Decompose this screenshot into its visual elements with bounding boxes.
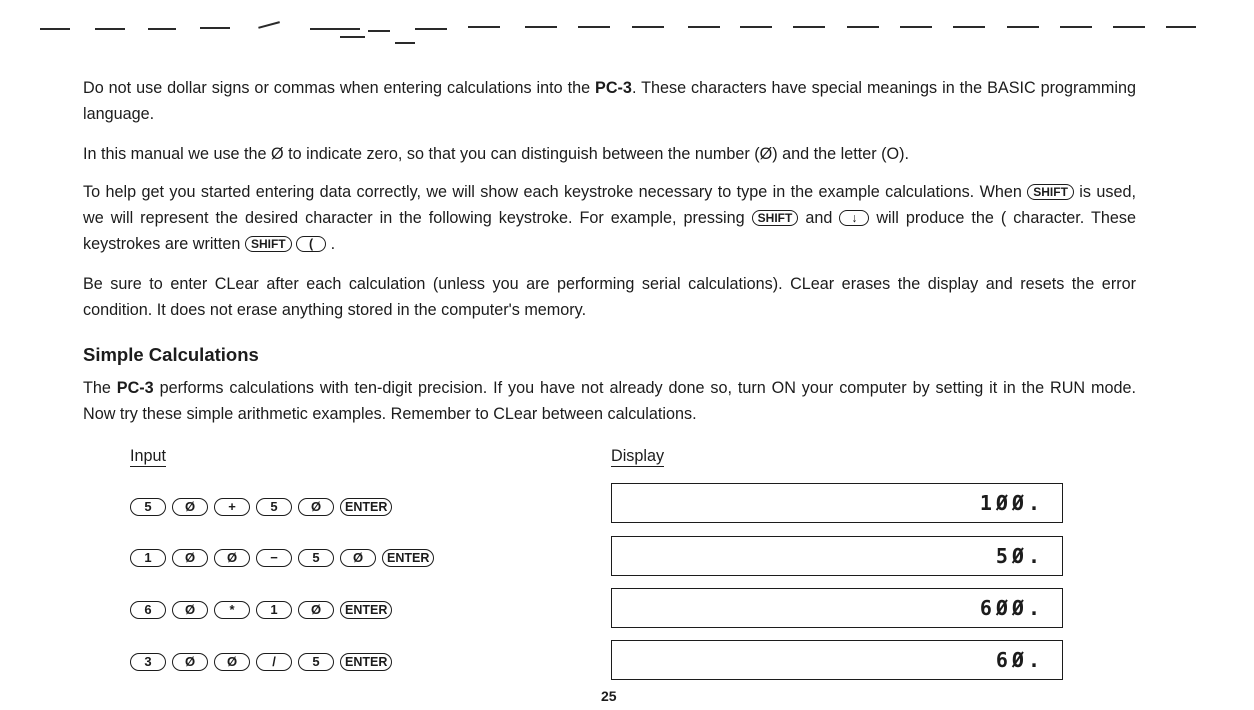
- example-1-keys: [130, 498, 392, 516]
- key-zero: Ø: [172, 549, 208, 567]
- paragraph-zero-notation: [83, 141, 1136, 167]
- down-arrow-key: ↓: [839, 210, 869, 226]
- example-1-display: 1ØØ.: [611, 483, 1063, 523]
- p3-text-d: will produce the ( character. These keystrokes are written: [83, 209, 1136, 253]
- paragraph-dollar-signs: [83, 75, 1136, 127]
- key-zero: Ø: [214, 653, 250, 671]
- p3-text-a: To help get you started entering data correctly, we will show each keystroke necessary to type in the example calculations. When: [83, 183, 1028, 201]
- p1-text-b: . These characters have special meanings in the BASIC programming language.: [83, 79, 1136, 123]
- open-paren-key: (: [296, 236, 326, 252]
- shift-key: SHIFT: [1027, 184, 1074, 200]
- example-3-display: 6ØØ.: [611, 588, 1063, 628]
- p5-text-b: performs calculations with ten-digit precision. If you have not already done so, turn ON your computer by setting it in the RUN mode. Now try these simple arithmetic examples. Remember to CLear between calculations.: [83, 379, 1136, 423]
- key-enter: ENTER: [382, 549, 434, 567]
- input-column-label: Input: [130, 447, 167, 465]
- scan-header-dashes: [0, 14, 1254, 54]
- p1-brand: PC-3: [595, 79, 632, 97]
- example-2-display: 5Ø.: [611, 536, 1063, 576]
- example-4-display: 6Ø.: [611, 640, 1063, 680]
- paragraph-keystrokes: [83, 179, 1136, 257]
- p1-text-a: Do not use dollar signs or commas when entering calculations into the: [83, 79, 596, 97]
- p3-text-b: is used, we will represent the desired character in the following keystroke. For example, pressing: [83, 183, 1136, 227]
- p4-text: Be sure to enter CLear after each calculation (unless you are performing serial calculations). CLear erases the display and resets the error condition. It does not erase anything stored in the computer's memory.: [83, 275, 1136, 319]
- example-3-keys: [130, 601, 392, 619]
- p2-text: In this manual we use the Ø to indicate zero, so that you can distinguish between the number (Ø) and the letter (O).: [83, 145, 910, 163]
- key-zero: Ø: [172, 653, 208, 671]
- key-zero: Ø: [298, 498, 334, 516]
- key-enter: ENTER: [340, 601, 392, 619]
- shift-key: SHIFT: [752, 210, 799, 226]
- page-number: 25: [601, 688, 617, 704]
- key-zero: Ø: [172, 498, 208, 516]
- key-1: 1: [256, 601, 292, 619]
- p5-text-a: The: [83, 379, 117, 397]
- p3-text-e: .: [326, 235, 336, 253]
- p5-brand: PC-3: [116, 379, 154, 397]
- key-zero: Ø: [172, 601, 208, 619]
- paragraph-precision: [83, 375, 1136, 427]
- key-zero: Ø: [340, 549, 376, 567]
- key-5: 5: [298, 653, 334, 671]
- key-5: 5: [256, 498, 292, 516]
- key-enter: ENTER: [340, 498, 392, 516]
- key-divide: /: [256, 653, 292, 671]
- key-multiply: *: [214, 601, 250, 619]
- key-5: 5: [130, 498, 166, 516]
- key-3: 3: [130, 653, 166, 671]
- key-plus: +: [214, 498, 250, 516]
- display-column-label: Display: [611, 447, 665, 465]
- key-6: 6: [130, 601, 166, 619]
- key-zero: Ø: [298, 601, 334, 619]
- shift-key: SHIFT: [245, 236, 292, 252]
- key-enter: ENTER: [340, 653, 392, 671]
- key-zero: Ø: [214, 549, 250, 567]
- p3-text-c: and: [798, 209, 840, 227]
- example-4-keys: [130, 653, 392, 671]
- section-heading: Simple Calculations: [83, 344, 259, 365]
- example-2-keys: [130, 549, 434, 567]
- paragraph-clear: [83, 271, 1136, 323]
- key-5: 5: [298, 549, 334, 567]
- key-1: 1: [130, 549, 166, 567]
- key-minus: −: [256, 549, 292, 567]
